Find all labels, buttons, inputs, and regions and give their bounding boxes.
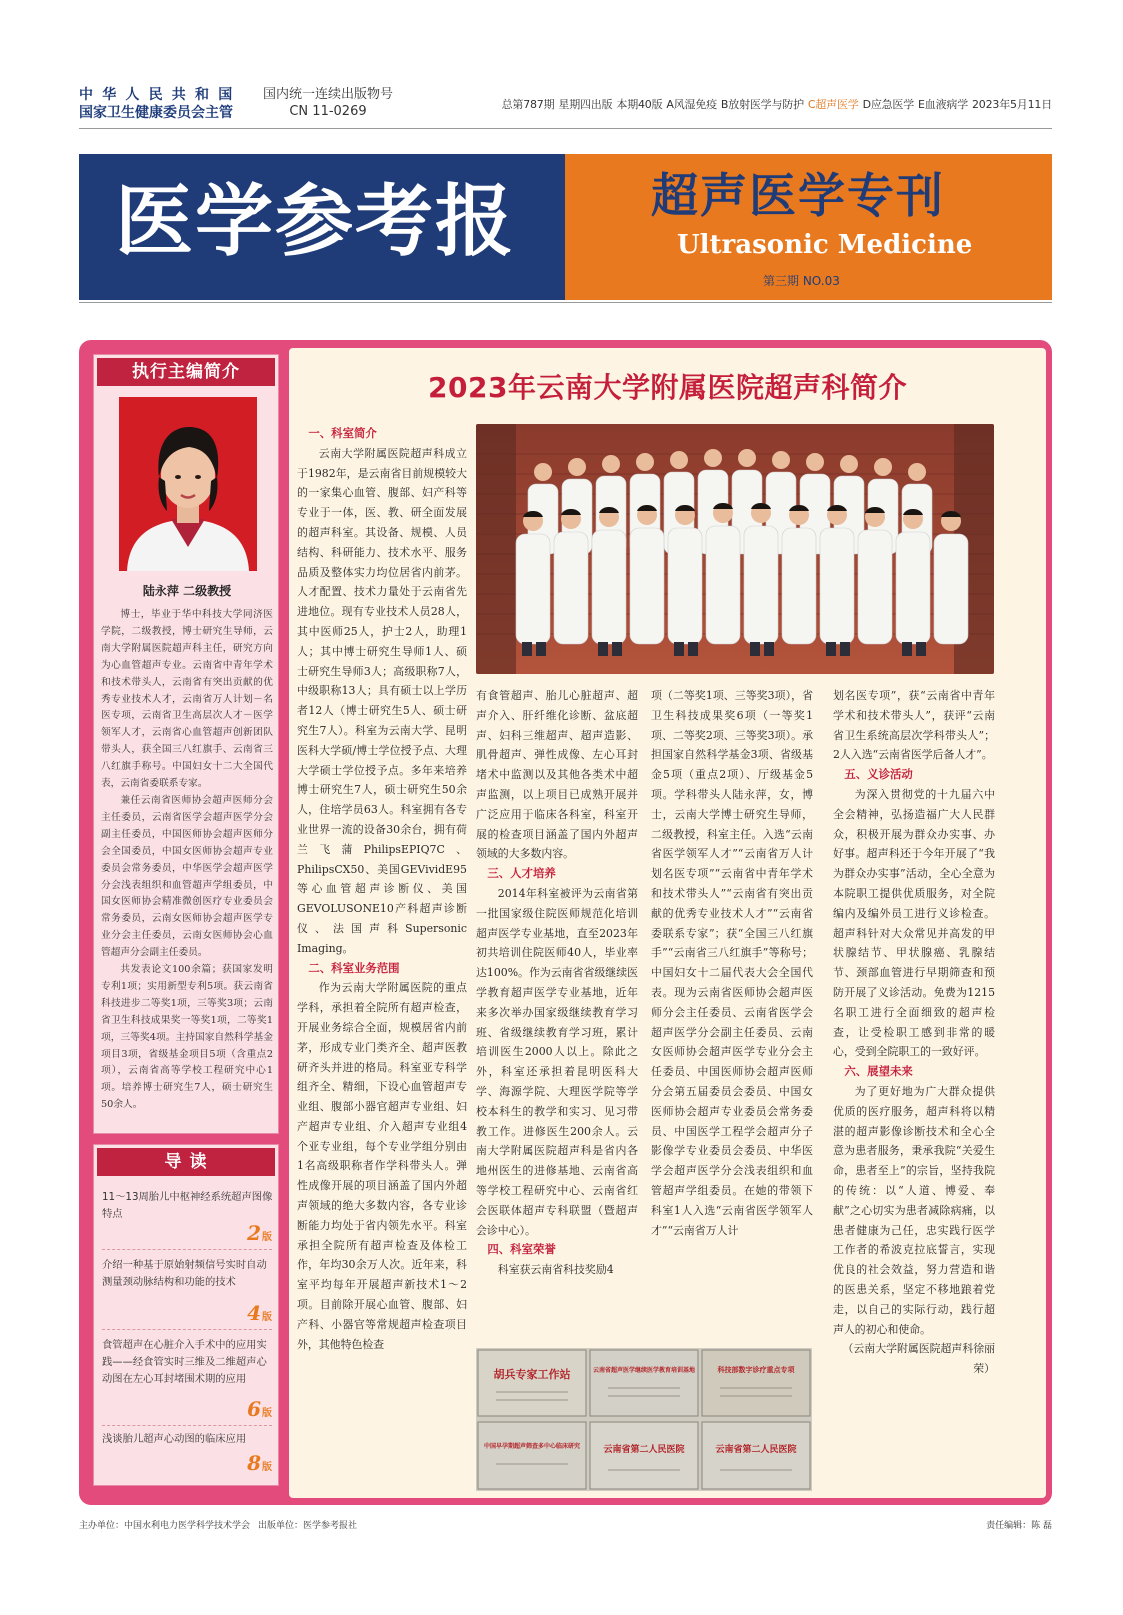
group-photo-icon bbox=[476, 424, 994, 674]
pub-no: CN 11-0269 bbox=[289, 104, 367, 119]
guide-page-number bbox=[247, 1301, 272, 1325]
paragraph: 2014年科室被评为云南省第一批国家级住院医师规范化培训超声医学专业基地，直至2023年初共培训住院医师40人，毕业率达100%。作为云南省省级继续医学教育超声医学专业基地，近年来多次举办国家级继续教育学习班、省级继续教育学习班，累计培训医生2000人以上。除此之外，科室还承担着昆明医科大学、海源学院、大理医学院等学校本科生的教学和实习、见习带教工作。进修医生200余人。云南大学附属医院超声科是省内各地州医生的进修基地、云南省高等学校工程研究中心、云南省红会医联体超声专科联盟（暨超声会诊中心）。 bbox=[476, 886, 638, 1237]
article-column-3 bbox=[651, 686, 813, 1240]
section-heading: 三、人才培养 bbox=[487, 866, 556, 881]
issue-info bbox=[498, 96, 1052, 112]
issue-date: 2023年5月11日 bbox=[972, 98, 1052, 111]
dashed-divider bbox=[102, 1329, 272, 1330]
masthead bbox=[79, 154, 1052, 300]
page-unit: 版 bbox=[262, 1408, 272, 1419]
footer-editor: 责任编辑：陈 磊 bbox=[986, 1521, 1052, 1531]
section-heading: 五、义诊活动 bbox=[844, 767, 913, 782]
footer-sponsor: 主办单位：中国水利电力医学科学技术学会 bbox=[79, 1521, 251, 1531]
plaque-text: 云南省第二人民医院 bbox=[715, 1445, 797, 1455]
page-number: 6 bbox=[247, 1397, 261, 1421]
bio-paragraph: 兼任云南省医师协会超声医师分会主任委员，云南省医学会超声医学分会副主任委员，中国医师协会超声医师分会全国委员，中国女医师协会超声专业委员会常务委员，中华医学会超声医学分会浅表组织和血管超声学组委员，中国女医师协会精准微创医疗专业委员会常务委员，云南女医师协会超声医学专业分会主任委员，云南女医师协会心血管超声分会副主任委员。 bbox=[101, 794, 273, 959]
guide-page-number bbox=[247, 1451, 272, 1475]
divider bbox=[79, 128, 1052, 129]
plaque-text: 胡兵专家工作站 bbox=[493, 1368, 571, 1381]
issue-info-item: 星期四出版 bbox=[558, 98, 613, 111]
special-title-en: Ultrasonic Medicine bbox=[677, 230, 973, 260]
dashed-divider bbox=[102, 1249, 272, 1250]
guide-item-text: 介绍一种基于原始射频信号实时自动测量颈动脉结构和功能的技术 bbox=[102, 1259, 267, 1288]
paragraph: 划名医专项”，获“云南省中青年学术和技术带头人”，获评“云南省卫生系统高层次学科带头人”；2人入选“云南省医学后备人才”。 bbox=[833, 689, 995, 762]
bio-paragraph: 共发表论文100余篇；获国家发明专利1项；实用新型专利5项。获云南省科技进步二等奖1项，三等奖3项；云南省卫生科技成果奖一等奖1项，二等奖1项，三等奖4项。主持国家自然科学基金项目3项，省级基金项目5项（含重点2项），云南省高等学校工程研究中心1项。培养博士研究生7人，硕士研究生50余人。 bbox=[101, 964, 273, 1111]
main-frame bbox=[79, 340, 1052, 1505]
plaque-text: 云南省第二人民医院 bbox=[603, 1445, 685, 1455]
top-header bbox=[79, 84, 1052, 128]
issue-info-item: E血液病学 bbox=[918, 98, 968, 111]
section-heading: 一、科室简介 bbox=[308, 426, 377, 440]
org-line2: 国家卫生健康委员会主管 bbox=[79, 105, 233, 121]
dashed-divider bbox=[102, 1425, 272, 1426]
page-number: 2 bbox=[247, 1221, 261, 1245]
org-line1: 中华人民共和国 bbox=[79, 87, 242, 103]
issue-info-item: A风湿免疫 bbox=[666, 98, 717, 111]
editor-bio bbox=[101, 607, 273, 1114]
supervising-org bbox=[79, 86, 242, 122]
page-number: 8 bbox=[247, 1451, 261, 1475]
newspaper-title: 医学参考报 bbox=[115, 176, 516, 267]
page-unit: 版 bbox=[262, 1232, 272, 1243]
guide-heading: 导 读 bbox=[97, 1148, 275, 1176]
pub-label: 国内统一连续出版物号 bbox=[262, 87, 393, 102]
plaque-text: 云南省超声医学继续医学教育培训基地 bbox=[592, 1367, 696, 1374]
guide-item-text: 浅谈胎儿超声心动图的临床应用 bbox=[102, 1433, 247, 1445]
paragraph: 科室获云南省科技奖励4 bbox=[497, 1263, 614, 1277]
paragraph: 作为云南大学附属医院的重点学科，承担着全院所有超声检查，开展业务综合全面，规模居省内前茅，形成专业门类齐全、超声医教研齐头并进的格局。科室亚专科学组齐全、精细，下设心血管超声专业组、腹部小器官超声专业组、妇产超声专业组、介入超声专业组4个亚专业组，每个专业学组分别由1名高级职称者作学科带头人。弹性成像开展的项目涵盖了国内外超声领域的绝大多数内容，各专业诊断能力均处于省内领先水平。科室承担全院所有超声检查及体检工作，年均30余万人次。近年来，科室平均每年开展超声新技术1～2项。目前除开展心血管、腹部、妇产科、小器官等常规超声检查项目外，其他特色检查 bbox=[297, 981, 467, 1351]
paragraph: 项（二等奖1项、三等奖3项），省卫生科技成果奖6项（一等奖1项、二等奖2项、三等奖3项）。承担国家自然科学基金3项、省级基金5项（重点2项）、厅级基金5项。学科带头人陆永萍，女，博士，云南大学博士研究生导师，二级教授，科室主任。入选“云南省医学领军人才”“云南省万人计划名医专项”“云南省中青年学术和技术带头人”“云南省有突出贡献的优秀专业技术人才”“云南省委联系专家”；获“全国三八红旗手”“云南省三八红旗手”等称号；中国妇女十二届代表大会全国代表。现为云南省医师协会超声医师分会主任委员、云南省医学会超声医学分会副主任委员、云南女医师协会超声医学专业分会主任委员、中国医师协会超声医师分会第五届委员会委员、中国女医师协会超声专业委员会常务委员、中国医学工程学会超声分子影像学专业委员会委员、中华医学会超声医学分会浅表组织和血管超声学组委员。在她的带领下科室1人入选“云南省医学领军人才”“云南省万人计 bbox=[651, 689, 813, 1237]
issue-info-item: D应急医学 bbox=[862, 98, 915, 111]
guide-page-number bbox=[247, 1221, 272, 1245]
special-title-cn: 超声医学专刊 bbox=[651, 169, 945, 224]
plaques-photo-icon bbox=[476, 1348, 812, 1491]
page-footer bbox=[79, 1518, 1052, 1534]
guide-item[interactable] bbox=[102, 1257, 274, 1291]
masthead-title-panel bbox=[79, 154, 565, 300]
plaque-text: 中国早孕期超声筛查多中心临床研究 bbox=[483, 1443, 581, 1450]
guide-item[interactable] bbox=[102, 1431, 274, 1448]
guide-item-text: 11～13周胎儿中枢神经系统超声图像特点 bbox=[102, 1191, 273, 1220]
issue-info-item: 总第787期 bbox=[501, 98, 555, 111]
article-signature: （云南大学附属医院超声科徐丽荣） bbox=[842, 1342, 995, 1376]
issue-info-item: B放射医学与防护 bbox=[720, 98, 804, 111]
guide-item[interactable] bbox=[102, 1189, 274, 1223]
issue-info-item: 本期40版 bbox=[616, 98, 663, 111]
page-number: 4 bbox=[247, 1301, 261, 1325]
paragraph: 有食管超声、胎儿心脏超声、超声介入、肝纤维化诊断、盆底超声、妇科三维超声、超声造影、肌骨超声、弹性成像、左心耳封堵术中监测以及其他各类术中超声监测，以上项目已成熟开展并广泛应用于临床各科室，科室开展的检查项目涵盖了国内外超声领域的大多数内容。 bbox=[476, 689, 638, 861]
section-heading: 四、科室荣誉 bbox=[487, 1242, 556, 1257]
editor-heading: 执行主编简介 bbox=[97, 358, 275, 386]
article-column-4 bbox=[833, 686, 995, 1379]
divider bbox=[79, 302, 1052, 303]
special-issue-no: 第三期 NO.03 bbox=[763, 274, 840, 288]
issue-highlight: C超声医学 bbox=[807, 98, 859, 111]
editor-name: 陆永萍 二级教授 bbox=[142, 584, 232, 598]
publication-number bbox=[253, 86, 403, 120]
section-heading: 六、展望未来 bbox=[844, 1064, 913, 1079]
paragraph: 为了更好地为广大群众提供优质的医疗服务，超声科将以精湛的超声影像诊断技术和全心全意为患者服务，秉承我院“关爱生命，患者至上”的宗旨，坚持我院的传统：以“人道、博爱、奉献”之心切实为患者减除病痛，以患者健康为己任，忠实践行医学工作者的希波克拉底誓言，实现优良的社会效益，努力营造和谐的医患关系，坚定不移地踉着党走，以自己的实际行动，践行超声人的初心和使命。 bbox=[833, 1084, 995, 1336]
page-unit: 版 bbox=[262, 1462, 272, 1473]
paragraph: 为深入贯彻党的十九届六中全会精神，弘扬造福广大人民群众，积极开展为群众办实事、办好事。超声科还于今年开展了“我为群众办实事”活动，全心全意为本院职工提供优质服务，对全院编内及编外员工进行义诊检查。超声科针对大众常见并高发的甲状腺结节、甲状腺癌、乳腺结节、颈部血管进行早期筛查和预防开展了义诊活动。免费为1215名职工进行全面细致的超声检查，让受检职工感到非常的暖心，受到全院职工的一致好评。 bbox=[833, 787, 995, 1059]
section-heading: 二、科室业务范围 bbox=[308, 960, 400, 975]
guide-item-text: 食管超声在心脏介入手术中的应用实践——经食管实时三维及二维超声心动图在左心耳封堵围术期的应用 bbox=[102, 1339, 267, 1385]
bio-paragraph: 博士，毕业于华中科技大学同济医学院，二级教授，博士研究生导师，云南大学附属医院超声科主任，研究方向为心血管超声专业。云南省中青年学术和技术带头人，云南省有突出贡献的优秀专业技术人才，云南省万人计划－名医专项，云南省卫生高层次人才－医学领军人才，云南省心血管超声创新团队带头人，获全国三八红旗手、云南省三八红旗手称号。中国妇女十二大全国代表，云南省委联系专家。 bbox=[101, 609, 273, 790]
guide-page-number bbox=[247, 1397, 272, 1421]
guide-item[interactable] bbox=[102, 1337, 274, 1388]
special-issue-panel bbox=[565, 154, 1052, 300]
paragraph: 云南大学附属医院超声科成立于1982年，是云南省目前规模较大的一家集心血管、腹部、妇产科等专业于一体，医、教、研全面发展的超声科室。其设备、规模、人员结构、科研能力、技术水平、服务品质及整体实力均位居省内前茅。人才配置、技术力量处于云南省先进地位。现有专业技术人员28人，其中医师25人，护士2人，助理1人；其中博士研究生导师1人、硕士研究生导师3人；高级职称7人，中级职称13人；具有硕士以上学历者12人（博士研究生5人、硕士研究生7人）。科室为云南大学、昆明医科大学硕/博士学位授予点、大理大学硕士学位授予点。多年来培养博士研究生7人，硕士研究生50余人，住培学员63人。科室拥有各专业世界一流的设备30余台，拥有荷兰飞蒲PhilipsEPIQ7C、PhilipsCX50、美国GEVividE95等心血管超声诊断仪、美国GEVOLUSONE10产科超声诊断仪、法国声科Supersonic Imaging。 bbox=[297, 446, 467, 955]
article-column-1 bbox=[297, 424, 467, 1354]
portrait-photo-icon bbox=[119, 397, 257, 571]
guide-box bbox=[93, 1144, 279, 1486]
footer-publisher: 出版单位：医学参考报社 bbox=[258, 1521, 358, 1531]
article-column-2 bbox=[476, 686, 638, 1280]
page-unit: 版 bbox=[262, 1312, 272, 1323]
sidebar bbox=[93, 354, 279, 1494]
plaque-text: 科技部数字诊疗重点专项 bbox=[717, 1365, 795, 1374]
article-headline: 2023年云南大学附属医院超声科简介 bbox=[428, 371, 907, 404]
article-area bbox=[289, 348, 1046, 1498]
editor-intro-box bbox=[93, 354, 279, 1134]
